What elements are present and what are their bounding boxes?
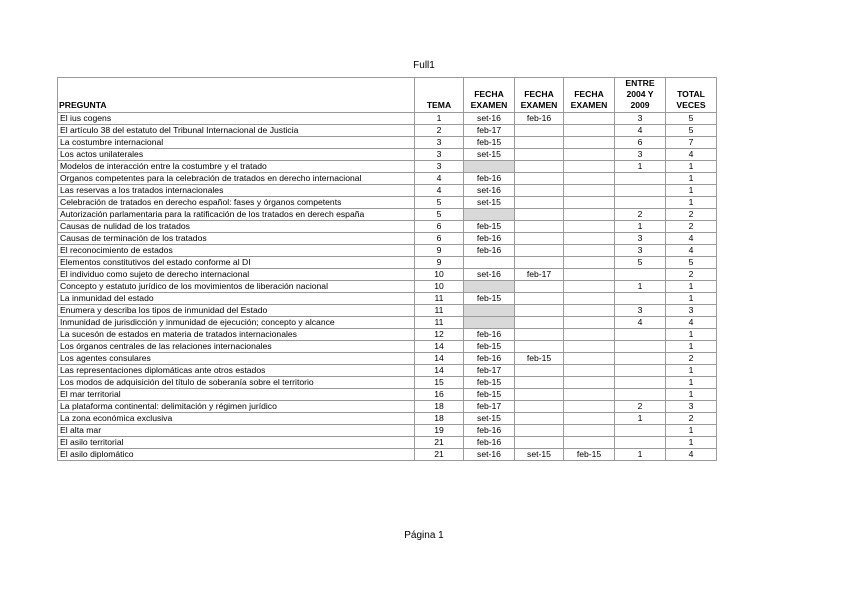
cell-pregunta: La inmunidad del estado	[58, 293, 415, 305]
cell-tema: 18	[415, 401, 464, 413]
cell-fecha-examen-2	[515, 329, 564, 341]
cell-fecha-examen-3	[564, 197, 615, 209]
header-total-veces: TOTAL VECES	[666, 78, 717, 113]
cell-fecha-examen-2	[515, 305, 564, 317]
cell-entre-2004-2009: 1	[615, 413, 666, 425]
table-row	[58, 329, 717, 341]
cell-total-veces: 1	[666, 293, 717, 305]
table-row	[58, 221, 717, 233]
cell-entre-2004-2009	[615, 173, 666, 185]
header-pregunta: PREGUNTA	[58, 78, 415, 113]
cell-pregunta: Organos competentes para la celebración de tratados en derecho internacional	[58, 173, 415, 185]
cell-entre-2004-2009	[615, 341, 666, 353]
cell-entre-2004-2009: 2	[615, 209, 666, 221]
cell-tema: 14	[415, 365, 464, 377]
cell-entre-2004-2009: 1	[615, 449, 666, 461]
cell-fecha-examen-1: set-15	[464, 149, 515, 161]
cell-fecha-examen-1: feb-17	[464, 401, 515, 413]
cell-fecha-examen-3	[564, 221, 615, 233]
cell-pregunta: Elementos constitutivos del estado conforme al DI	[58, 257, 415, 269]
cell-fecha-examen-1: feb-15	[464, 377, 515, 389]
cell-total-veces: 3	[666, 305, 717, 317]
header-tema: TEMA	[415, 78, 464, 113]
cell-fecha-examen-2	[515, 257, 564, 269]
table-row	[58, 365, 717, 377]
questions-table	[57, 77, 717, 461]
cell-entre-2004-2009	[615, 353, 666, 365]
cell-fecha-examen-1	[464, 257, 515, 269]
cell-pregunta: Celebración de tratados en derecho español: fases y órganos competents	[58, 197, 415, 209]
cell-fecha-examen-3	[564, 149, 615, 161]
cell-pregunta: El alta mar	[58, 425, 415, 437]
cell-tema: 12	[415, 329, 464, 341]
cell-entre-2004-2009	[615, 365, 666, 377]
cell-total-veces: 1	[666, 281, 717, 293]
cell-entre-2004-2009: 2	[615, 401, 666, 413]
cell-total-veces: 7	[666, 137, 717, 149]
cell-total-veces: 4	[666, 245, 717, 257]
table-row	[58, 125, 717, 137]
table-row	[58, 377, 717, 389]
cell-entre-2004-2009: 1	[615, 221, 666, 233]
cell-tema: 10	[415, 281, 464, 293]
cell-tema: 21	[415, 437, 464, 449]
cell-fecha-examen-2	[515, 245, 564, 257]
cell-total-veces: 1	[666, 437, 717, 449]
page-footer: Página 1	[404, 530, 444, 541]
table-row	[58, 137, 717, 149]
cell-fecha-examen-3	[564, 233, 615, 245]
cell-total-veces: 1	[666, 173, 717, 185]
cell-tema: 9	[415, 257, 464, 269]
cell-total-veces: 4	[666, 449, 717, 461]
cell-pregunta: Inmunidad de jurisdicción y inmunidad de ejecución; concepto y alcance	[58, 317, 415, 329]
cell-fecha-examen-2: set-15	[515, 449, 564, 461]
cell-fecha-examen-3	[564, 425, 615, 437]
table-row	[58, 425, 717, 437]
cell-fecha-examen-3: feb-15	[564, 449, 615, 461]
table-row	[58, 113, 717, 125]
cell-tema: 18	[415, 413, 464, 425]
cell-total-veces: 5	[666, 125, 717, 137]
cell-fecha-examen-3	[564, 341, 615, 353]
cell-fecha-examen-2	[515, 401, 564, 413]
table-row	[58, 437, 717, 449]
cell-tema: 10	[415, 269, 464, 281]
cell-fecha-examen-1: feb-17	[464, 125, 515, 137]
cell-pregunta: Concepto y estatuto jurídico de los movimientos de liberación nacional	[58, 281, 415, 293]
cell-total-veces: 1	[666, 389, 717, 401]
cell-tema: 3	[415, 137, 464, 149]
cell-fecha-examen-1: feb-17	[464, 365, 515, 377]
cell-fecha-examen-1: feb-16	[464, 173, 515, 185]
cell-entre-2004-2009	[615, 269, 666, 281]
cell-entre-2004-2009	[615, 329, 666, 341]
cell-pregunta: Las reservas a los tratados internacionales	[58, 185, 415, 197]
cell-total-veces: 1	[666, 377, 717, 389]
cell-fecha-examen-3	[564, 245, 615, 257]
cell-entre-2004-2009	[615, 377, 666, 389]
cell-tema: 14	[415, 341, 464, 353]
cell-pregunta: Autorización parlamentaria para la ratificación de los tratados en derech españa	[58, 209, 415, 221]
cell-entre-2004-2009: 5	[615, 257, 666, 269]
cell-fecha-examen-1: set-16	[464, 269, 515, 281]
cell-entre-2004-2009: 3	[615, 245, 666, 257]
cell-tema: 9	[415, 245, 464, 257]
cell-pregunta: El asilo territorial	[58, 437, 415, 449]
cell-fecha-examen-2	[515, 137, 564, 149]
cell-fecha-examen-2	[515, 149, 564, 161]
cell-pregunta: La zona económica exclusiva	[58, 413, 415, 425]
cell-tema: 4	[415, 185, 464, 197]
cell-fecha-examen-2: feb-15	[515, 353, 564, 365]
sheet-title: Full1	[413, 60, 435, 71]
cell-fecha-examen-2	[515, 317, 564, 329]
table-row	[58, 449, 717, 461]
header-fecha-examen-1: FECHA EXAMEN	[464, 78, 515, 113]
cell-fecha-examen-3	[564, 293, 615, 305]
cell-fecha-examen-2	[515, 209, 564, 221]
table-row	[58, 149, 717, 161]
cell-fecha-examen-1: feb-15	[464, 293, 515, 305]
table-row	[58, 389, 717, 401]
cell-fecha-examen-1: feb-16	[464, 233, 515, 245]
cell-pregunta: El ius cogens	[58, 113, 415, 125]
cell-tema: 11	[415, 317, 464, 329]
cell-entre-2004-2009	[615, 185, 666, 197]
cell-pregunta: Los órganos centrales de las relaciones internacionales	[58, 341, 415, 353]
cell-entre-2004-2009: 4	[615, 125, 666, 137]
table-row	[58, 353, 717, 365]
cell-fecha-examen-1	[464, 281, 515, 293]
cell-total-veces: 2	[666, 269, 717, 281]
cell-fecha-examen-1	[464, 161, 515, 173]
cell-fecha-examen-3	[564, 317, 615, 329]
cell-fecha-examen-3	[564, 401, 615, 413]
cell-fecha-examen-3	[564, 161, 615, 173]
cell-fecha-examen-3	[564, 113, 615, 125]
cell-tema: 6	[415, 233, 464, 245]
table-row	[58, 413, 717, 425]
cell-fecha-examen-2	[515, 161, 564, 173]
cell-total-veces: 3	[666, 401, 717, 413]
cell-total-veces: 5	[666, 113, 717, 125]
cell-tema: 2	[415, 125, 464, 137]
cell-tema: 5	[415, 197, 464, 209]
cell-fecha-examen-1	[464, 317, 515, 329]
cell-pregunta: El artículo 38 del estatuto del Tribunal Internacional de Justicia	[58, 125, 415, 137]
cell-fecha-examen-1	[464, 305, 515, 317]
cell-entre-2004-2009	[615, 425, 666, 437]
cell-total-veces: 2	[666, 221, 717, 233]
cell-pregunta: Los actos unilaterales	[58, 149, 415, 161]
cell-fecha-examen-3	[564, 137, 615, 149]
cell-tema: 16	[415, 389, 464, 401]
cell-fecha-examen-2	[515, 341, 564, 353]
cell-tema: 15	[415, 377, 464, 389]
cell-pregunta: Las representaciones diplomáticas ante otros estados	[58, 365, 415, 377]
cell-entre-2004-2009	[615, 389, 666, 401]
table-row	[58, 401, 717, 413]
cell-entre-2004-2009: 1	[615, 161, 666, 173]
cell-fecha-examen-1: set-16	[464, 449, 515, 461]
cell-fecha-examen-2	[515, 125, 564, 137]
cell-fecha-examen-1: feb-15	[464, 137, 515, 149]
cell-fecha-examen-1: feb-16	[464, 245, 515, 257]
cell-fecha-examen-3	[564, 389, 615, 401]
table-row	[58, 293, 717, 305]
cell-total-veces: 1	[666, 161, 717, 173]
cell-fecha-examen-1: feb-15	[464, 341, 515, 353]
cell-pregunta: El mar territorial	[58, 389, 415, 401]
cell-total-veces: 1	[666, 197, 717, 209]
cell-fecha-examen-3	[564, 125, 615, 137]
cell-total-veces: 1	[666, 341, 717, 353]
header-fecha-examen-3: FECHA EXAMEN	[564, 78, 615, 113]
cell-fecha-examen-1: feb-15	[464, 221, 515, 233]
cell-total-veces: 2	[666, 413, 717, 425]
cell-fecha-examen-2	[515, 281, 564, 293]
cell-fecha-examen-3	[564, 353, 615, 365]
cell-pregunta: El asilo diplomático	[58, 449, 415, 461]
cell-entre-2004-2009	[615, 437, 666, 449]
cell-pregunta: Modelos de interacción entre la costumbre y el tratado	[58, 161, 415, 173]
table-row	[58, 257, 717, 269]
cell-total-veces: 4	[666, 317, 717, 329]
cell-fecha-examen-2	[515, 293, 564, 305]
cell-fecha-examen-1: feb-16	[464, 425, 515, 437]
cell-entre-2004-2009	[615, 197, 666, 209]
cell-total-veces: 4	[666, 149, 717, 161]
cell-tema: 3	[415, 161, 464, 173]
cell-pregunta: La sucesón de estados en materia de tratados internacionales	[58, 329, 415, 341]
cell-fecha-examen-2	[515, 413, 564, 425]
cell-pregunta: El reconocimiento de estados	[58, 245, 415, 257]
cell-tema: 1	[415, 113, 464, 125]
cell-fecha-examen-3	[564, 365, 615, 377]
cell-fecha-examen-3	[564, 257, 615, 269]
cell-fecha-examen-2	[515, 221, 564, 233]
cell-fecha-examen-2: feb-16	[515, 113, 564, 125]
cell-total-veces: 1	[666, 185, 717, 197]
cell-fecha-examen-3	[564, 281, 615, 293]
cell-total-veces: 2	[666, 209, 717, 221]
cell-total-veces: 2	[666, 353, 717, 365]
cell-fecha-examen-1: feb-16	[464, 437, 515, 449]
cell-fecha-examen-3	[564, 437, 615, 449]
table-row	[58, 173, 717, 185]
cell-total-veces: 1	[666, 425, 717, 437]
cell-entre-2004-2009: 1	[615, 281, 666, 293]
table-row	[58, 197, 717, 209]
cell-fecha-examen-3	[564, 173, 615, 185]
cell-fecha-examen-3	[564, 377, 615, 389]
cell-fecha-examen-1: set-16	[464, 185, 515, 197]
cell-entre-2004-2009: 3	[615, 113, 666, 125]
cell-pregunta: La costumbre internacional	[58, 137, 415, 149]
cell-entre-2004-2009: 6	[615, 137, 666, 149]
cell-fecha-examen-3	[564, 185, 615, 197]
cell-total-veces: 4	[666, 233, 717, 245]
cell-pregunta: El individuo como sujeto de derecho internacional	[58, 269, 415, 281]
cell-fecha-examen-2	[515, 377, 564, 389]
cell-pregunta: Los modos de adquisición del título de soberanía sobre el territorio	[58, 377, 415, 389]
cell-tema: 11	[415, 305, 464, 317]
table-row	[58, 269, 717, 281]
cell-fecha-examen-2	[515, 389, 564, 401]
cell-tema: 3	[415, 149, 464, 161]
cell-tema: 19	[415, 425, 464, 437]
table-row	[58, 317, 717, 329]
table-row	[58, 161, 717, 173]
table-row	[58, 281, 717, 293]
cell-tema: 6	[415, 221, 464, 233]
table-row	[58, 305, 717, 317]
cell-fecha-examen-1: set-15	[464, 197, 515, 209]
table-row	[58, 185, 717, 197]
cell-fecha-examen-3	[564, 209, 615, 221]
cell-pregunta: Enumera y describa los tipos de inmunidad del Estado	[58, 305, 415, 317]
cell-fecha-examen-3	[564, 329, 615, 341]
cell-fecha-examen-3	[564, 269, 615, 281]
cell-total-veces: 5	[666, 257, 717, 269]
cell-entre-2004-2009: 3	[615, 305, 666, 317]
cell-fecha-examen-1: feb-16	[464, 329, 515, 341]
cell-pregunta: Causas de terminación de los tratados	[58, 233, 415, 245]
cell-tema: 21	[415, 449, 464, 461]
cell-entre-2004-2009: 3	[615, 233, 666, 245]
table-row	[58, 209, 717, 221]
cell-fecha-examen-2	[515, 365, 564, 377]
header-fecha-examen-2: FECHA EXAMEN	[515, 78, 564, 113]
cell-fecha-examen-2: feb-17	[515, 269, 564, 281]
cell-fecha-examen-1: feb-15	[464, 389, 515, 401]
cell-tema: 5	[415, 209, 464, 221]
table-row	[58, 341, 717, 353]
cell-fecha-examen-2	[515, 185, 564, 197]
cell-fecha-examen-2	[515, 437, 564, 449]
table-row	[58, 245, 717, 257]
cell-fecha-examen-3	[564, 305, 615, 317]
cell-tema: 14	[415, 353, 464, 365]
cell-fecha-examen-1: set-15	[464, 413, 515, 425]
cell-entre-2004-2009	[615, 293, 666, 305]
cell-fecha-examen-3	[564, 413, 615, 425]
cell-pregunta: La plataforma continental: delimitación y régimen jurídico	[58, 401, 415, 413]
cell-entre-2004-2009: 4	[615, 317, 666, 329]
header-row	[58, 78, 717, 113]
cell-fecha-examen-2	[515, 173, 564, 185]
cell-entre-2004-2009: 3	[615, 149, 666, 161]
cell-tema: 4	[415, 173, 464, 185]
cell-fecha-examen-1: set-16	[464, 113, 515, 125]
cell-fecha-examen-2	[515, 425, 564, 437]
cell-total-veces: 1	[666, 365, 717, 377]
cell-fecha-examen-1	[464, 209, 515, 221]
cell-fecha-examen-2	[515, 233, 564, 245]
cell-tema: 11	[415, 293, 464, 305]
cell-pregunta: Los agentes consulares	[58, 353, 415, 365]
table-row	[58, 233, 717, 245]
cell-fecha-examen-1: feb-16	[464, 353, 515, 365]
cell-pregunta: Causas de nulidad de los tratados	[58, 221, 415, 233]
cell-total-veces: 1	[666, 329, 717, 341]
header-entre-2004-2009: ENTRE 2004 Y 2009	[615, 78, 666, 113]
cell-fecha-examen-2	[515, 197, 564, 209]
